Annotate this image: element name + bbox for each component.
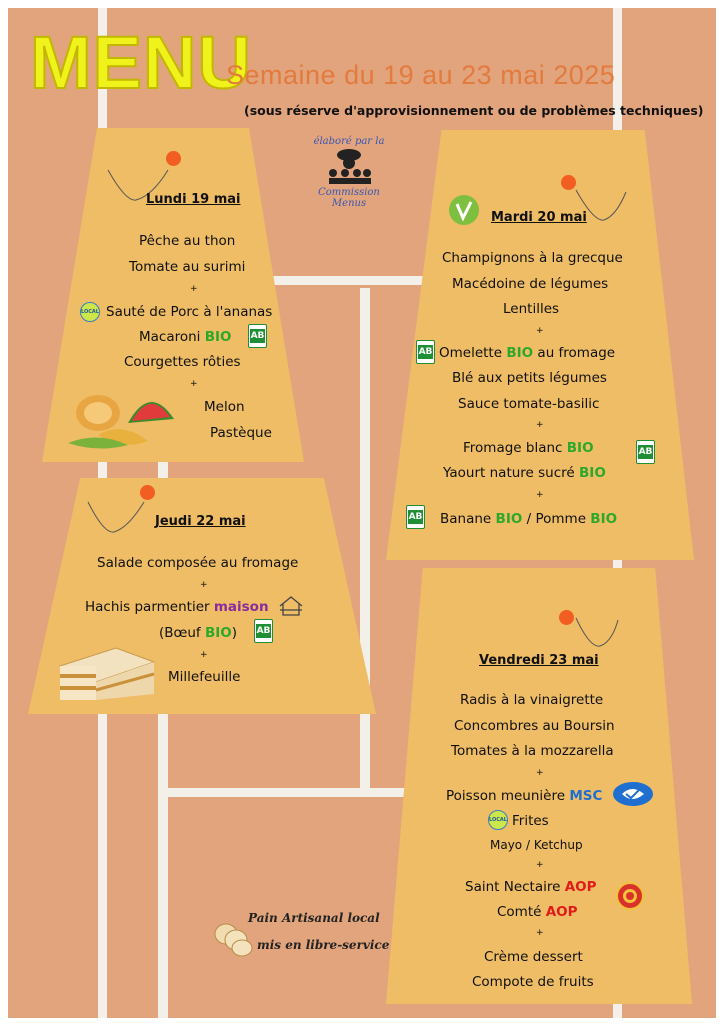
thursday-starter: Salade composée au fromage <box>97 555 299 571</box>
tuesday-starter-2: Macédoine de légumes <box>452 276 609 292</box>
page-title: MENU <box>30 21 252 104</box>
local-badge-icon: LOCAL <box>488 810 508 830</box>
bio-label: BIO <box>579 465 606 481</box>
thursday-dessert: Millefeuille <box>168 669 241 685</box>
bio-label: BIO <box>204 329 232 345</box>
monday-side-2: Courgettes rôties <box>124 354 241 370</box>
tuesday-side-1: Blé aux petits légumes <box>452 370 607 386</box>
separator: + <box>536 860 544 870</box>
friday-starter-2: Concombres au Boursin <box>454 718 615 734</box>
tuesday-day-title: Mardi 20 mai <box>491 210 587 225</box>
tennis-ball-icon <box>166 151 181 166</box>
bread-note-line-1: Pain Artisanal local <box>248 911 380 925</box>
week-subtitle: Semaine du 19 au 23 mai 2025 <box>226 60 616 90</box>
ab-organic-icon: AB <box>416 340 435 364</box>
separator: + <box>200 580 208 590</box>
commission-logo <box>300 136 398 232</box>
vegetarian-leaf-icon <box>448 194 480 226</box>
friday-starter-1: Radis à la vinaigrette <box>460 692 604 708</box>
monday-starter-2: Tomate au surimi <box>129 259 246 275</box>
thursday-main-detail: (Bœuf BIO) <box>159 625 238 641</box>
friday-side: Frites <box>512 813 549 829</box>
msc-label: MSC <box>569 788 603 804</box>
bread-slices-icon <box>212 920 254 958</box>
thursday-main: Hachis parmentier maison <box>85 599 269 615</box>
friday-starter-3: Tomates à la mozzarella <box>451 743 614 759</box>
monday-day-title: Lundi 19 mai <box>146 192 241 207</box>
separator: + <box>190 284 198 294</box>
aop-label: AOP <box>564 879 597 895</box>
separator: + <box>190 379 198 389</box>
aop-seal-icon <box>616 882 644 910</box>
ab-organic-icon: AB <box>406 505 425 529</box>
bio-label: BIO <box>204 625 232 641</box>
friday-cheese-1: Saint Nectaire AOP <box>465 879 597 895</box>
friday-cheese-2: Comté AOP <box>497 904 578 920</box>
bio-label: BIO <box>506 345 534 361</box>
monday-dessert-1: Melon <box>204 399 245 415</box>
logo-text-mid: Commission <box>318 187 380 198</box>
separator: + <box>200 650 208 660</box>
ball-trajectory-icon <box>86 498 146 538</box>
friday-dessert-1: Crème dessert <box>484 949 583 965</box>
separator: + <box>536 768 544 778</box>
tuesday-dairy-1: Fromage blanc BIO <box>463 440 594 456</box>
local-badge-icon: LOCAL <box>80 302 100 322</box>
monday-main: Sauté de Porc à l'ananas <box>106 304 273 320</box>
tuesday-starter-1: Champignons à la grecque <box>442 250 623 266</box>
separator: + <box>536 490 544 500</box>
tuesday-fruit: Banane BIO / Pomme BIO <box>440 511 618 527</box>
tuesday-dairy-2: Yaourt nature sucré BIO <box>443 465 606 481</box>
separator: + <box>536 928 544 938</box>
bread-note-line-2: mis en libre-service <box>257 938 390 952</box>
friday-main: Poisson meunière MSC <box>446 788 603 804</box>
tennis-ball-icon <box>559 610 574 625</box>
ab-organic-icon: AB <box>636 440 655 464</box>
logo-text-bottom: Menus <box>331 198 367 209</box>
separator: + <box>536 326 544 336</box>
millefeuille-icon <box>56 636 156 706</box>
disclaimer: (sous réserve d'approvisionnement ou de problèmes techniques) <box>244 103 704 118</box>
chef-kids-icon <box>319 147 379 187</box>
bio-label: BIO <box>566 440 594 456</box>
thursday-day-title: Jeudi 22 mai <box>155 514 246 529</box>
house-icon <box>278 595 304 617</box>
separator: + <box>536 420 544 430</box>
aop-label: AOP <box>545 904 578 920</box>
friday-day-title: Vendredi 23 mai <box>479 653 599 668</box>
maison-label: maison <box>213 599 269 615</box>
friday-dessert-2: Compote de fruits <box>472 974 594 990</box>
bio-label: BIO <box>495 511 523 527</box>
ball-trajectory-icon <box>574 614 620 652</box>
friday-sauce: Mayo / Ketchup <box>490 838 583 852</box>
logo-text-top: élaboré par la <box>313 136 385 147</box>
monday-starter-1: Pêche au thon <box>139 233 236 249</box>
ab-organic-icon: AB <box>248 324 267 348</box>
msc-fish-logo-icon <box>612 781 654 807</box>
tuesday-side-2: Sauce tomate-basilic <box>458 396 600 412</box>
melon-watermelon-icon <box>58 383 178 453</box>
menu-page <box>8 8 716 1018</box>
bio-label: BIO <box>590 511 618 527</box>
ab-organic-icon: AB <box>254 619 273 643</box>
monday-dessert-2: Pastèque <box>210 425 272 441</box>
tuesday-main: Omelette BIO au fromage <box>439 345 616 361</box>
monday-side-1: Macaroni BIO <box>139 329 232 345</box>
tuesday-starter-3: Lentilles <box>503 301 560 317</box>
